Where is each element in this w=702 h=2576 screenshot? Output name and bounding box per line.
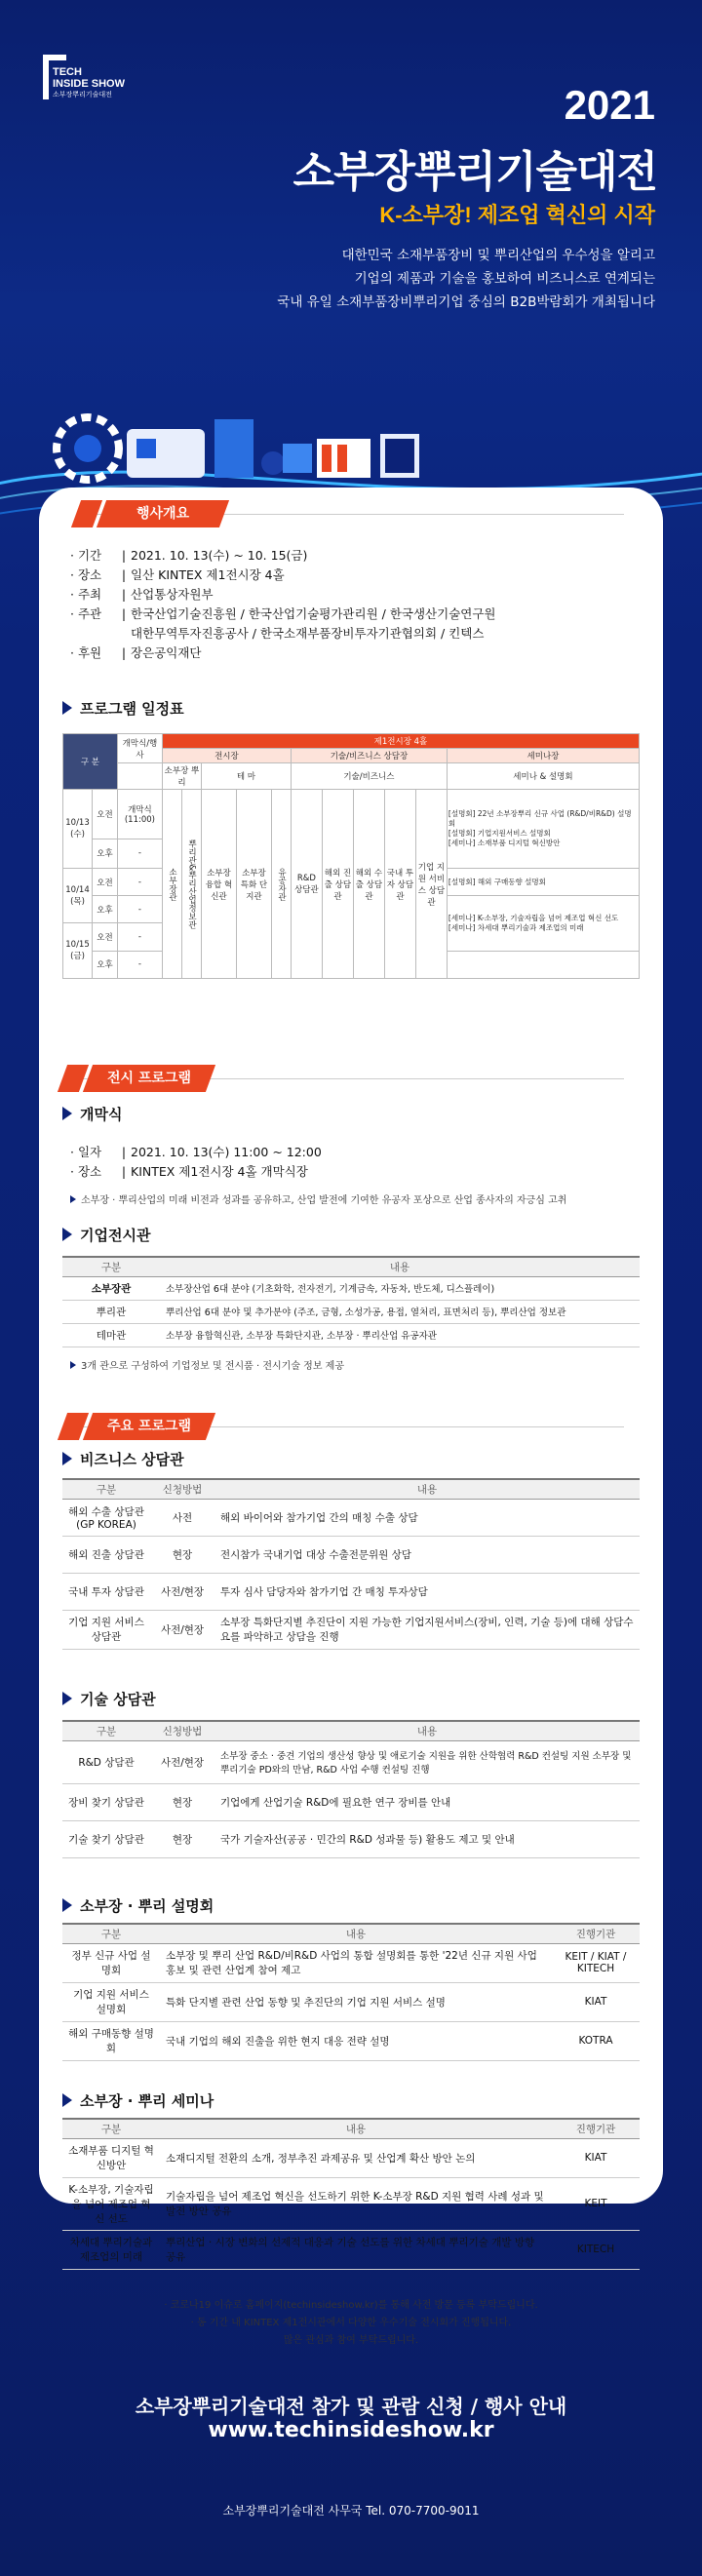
opening-info: · 일자 | 2021. 10. 13(수) 11:00 ~ 12:00 · 장소 | KINTEX 제1전시장 4홀 개막식장 bbox=[70, 1145, 322, 1179]
section-tag-overview: 행사개요 bbox=[76, 500, 226, 527]
seminar-table: 구분 내용 진행기관 소재부품 디지털 혁신방안 소재디지털 전환의 소개, 정부추진 과제공유 및 산업계 확산 방안 논의 KIAT K-소부장, 기술자립을 넘어 제조업 혁신 선도 기술자립을 넘어 제조업 혁신을 선도하기 위한 K-소부장 R&D 지원 협력 사례 성과 및 발전 방안 공유 KEIT 차세대 뿌리기술과 제조업의 미래 뿌리산업 · 시장 변화의 선제적 대응과 기술 선도를 위한 차세대 뿌리기술 개발 방향 공유 KITECH bbox=[62, 2118, 640, 2270]
event-subtitle: K-소부장! 제조업 혁신의 시작 bbox=[379, 203, 655, 227]
footer-contact: 소부장뿌리기술대전 사무국 Tel. 070-7700-9011 bbox=[222, 2504, 480, 2517]
logo-line1: TECH bbox=[53, 66, 82, 78]
event-title: 소부장뿌리기술대전 bbox=[292, 148, 657, 196]
overview-info: · 기간 | 2021. 10. 13(수) ~ 10. 15(금) · 장소 | 일산 KINTEX 제1전시장 4홀 · 주최 | 산업통상자원부 · 주관 | 한국산업기술진흥원 / 한국산업기술평가관리원 / 한국생산기술연구원 대한무역투자진흥공사 / 한국소재부품장비투자기관협의회 / 킨텍스 · 후원 | 장은공익재단 bbox=[70, 548, 496, 660]
opening-heading: 개막식 bbox=[62, 1104, 122, 1124]
section-tag-exhibit: 전시 프로그램 bbox=[62, 1065, 213, 1092]
tech-heading: 기술 상담관 bbox=[62, 1689, 156, 1709]
corp-exhibit-heading: 기업전시관 bbox=[62, 1225, 150, 1245]
schedule-heading: 프로그램 일정표 bbox=[62, 698, 184, 719]
industry-illustration bbox=[39, 390, 682, 488]
logo-line3: 소부장뿌리기술대전 bbox=[53, 92, 112, 98]
intro-line: 대한민국 소재부품장비 및 뿌리산업의 우수성을 알리고 bbox=[341, 248, 655, 263]
intro-text bbox=[109, 244, 655, 314]
biz-table: 구분 신청방법 내용 해외 수출 상담관 (GP KOREA) 사전 해외 바이어와 참가기업 간의 매칭 수출 상담 해외 진출 상담관 현장 전시참가 국내기업 대상 수출전문위원 상담 국내 투자 상담관 사전/현장 투자 심사 담당자와 참가기업 간 매칭 투자상담 기업 지원 서비스 상담관 사전/현장 소부장 특화단지별 추진단이 지원 가능한 기업지원서비스(장비, 인력, 기술 등)에 대해 상담수요를 파악하고 상담을 진행 bbox=[62, 1478, 640, 1650]
corp-exhibit-note: 3개 관으로 구성하여 기업정보 및 전시품 · 전시기술 정보 제공 bbox=[70, 1357, 344, 1372]
brief-heading: 소부장 · 뿌리 설명회 bbox=[62, 1895, 214, 1916]
seminar-heading: 소부장 · 뿌리 세미나 bbox=[62, 2090, 214, 2111]
brief-table: 구분 내용 진행기관 정부 신규 사업 설명회 소부장 및 뿌리 산업 R&D/비R&D 사업의 통합 설명회를 통한 '22년 신규 지원 사업 홍보 및 관련 산업계 참여 제고 KEIT / KIAT / KITECH 기업 지원 서비스 설명회 특화 단지별 관련 산업 동향 및 추진단의 기업 지원 서비스 설명 KIAT 해외 구매동향 설명회 국내 기업의 해외 진출을 위한 현지 대응 전략 설명 KOTRA bbox=[62, 1923, 640, 2061]
logo-line2: INSIDE SHOW bbox=[53, 78, 125, 90]
opening-note: 소부장 · 뿌리산업의 미래 비전과 성과를 공유하고, 산업 발전에 기여한 유공자 포상으로 산업 종사자의 자긍심 고취 bbox=[70, 1191, 636, 1206]
footnotes: · 코로나19 이슈로 홈페이지(techinsideshow.kr)를 통해 사전 방문 등록 부탁드립니다. · 동 기간 내 KINTEX 제1전시관에서 다양한 우수기술 전시회가 진행됩니다. 많은 관심과 참여 부탁드립니다. bbox=[164, 2300, 538, 2346]
footer-url[interactable]: www.techinsideshow.kr bbox=[208, 2418, 494, 2442]
section-tag-main: 주요 프로그램 bbox=[62, 1413, 213, 1440]
footer-cta: 소부장뿌리기술대전 참가 및 관람 신청 / 행사 안내 bbox=[135, 2395, 567, 2418]
biz-heading: 비즈니스 상담관 bbox=[62, 1449, 184, 1469]
corp-exhibit-table: 구분 내용 소부장관 소부장산업 6대 분야 (기초화학, 전자전기, 기계금속, 자동차, 반도체, 디스플레이) 뿌리관 뿌리산업 6대 분야 및 추가분야 (주조, 금형, 소성가공, 용접, 열처리, 표면처리 등), 뿌리산업 정보관 테마관 소부장 융합혁신관, 소부장 특화단지관, 소부장 · 뿌리산업 유공자관 bbox=[62, 1256, 640, 1347]
schedule-table: 구 분 개막식/행사 제1전시장 4홀 전시장 기술/비즈니스 상담장 세미나장 소부장 뿌 리 테 마 기술/비즈니스 세미나 & 설명회 10/13 (수) 오전 개막식 (11:00) 소부장관 뿌리관&뿌리산업정보관 소부장 융합 혁신관 소부장 특화 단지관 유공자관 R&D 상담관 해외 진출 상담관 해외 수출 상담관 국내 투자 상담관 기업 지원 서비스 상담관 [설명회] 22년 소부장뿌리 신규 사업 (R&D/비R&D) 설명회 [설명회] 기업지원서비스 설명회 [세미나] 소재부품 디지털 혁신방안 오후 - 10/14 (목) 오전 - [설명회] 해외 구매동향 설명회 오후 - [세미나] K-소부장, 기술자립을 넘어 제조업 혁신 선도 [세미나] 차세대 뿌리기술과 제조업의 미래 10/15 (금) 오전 - 오후 - bbox=[62, 733, 640, 979]
event-year: 2021 bbox=[564, 82, 655, 128]
tech-table: 구분 신청방법 내용 R&D 상담관 사전/현장 소부장 중소 · 중견 기업의 생산성 향상 및 애로기술 지원을 위한 산학협력 R&D 컨설팅 지원 소부장 및 뿌리기술 PD와의 만남, R&D 사업 수행 컨설팅 진행 장비 찾기 상담관 현장 기업에게 산업기술 R&D에 필요한 연구 장비를 안내 기술 찾기 상담관 현장 국가 기술자산(공공 · 민간의 R&D 성과물 등) 활용도 제고 및 안내 bbox=[62, 1720, 640, 1858]
intro-line: 국내 유일 소재부품장비뿌리기업 중심의 B2B박람회가 개최됩니다 bbox=[277, 294, 655, 310]
intro-line: 기업의 제품과 기술을 홍보하여 비즈니스로 연계되는 bbox=[354, 271, 655, 287]
